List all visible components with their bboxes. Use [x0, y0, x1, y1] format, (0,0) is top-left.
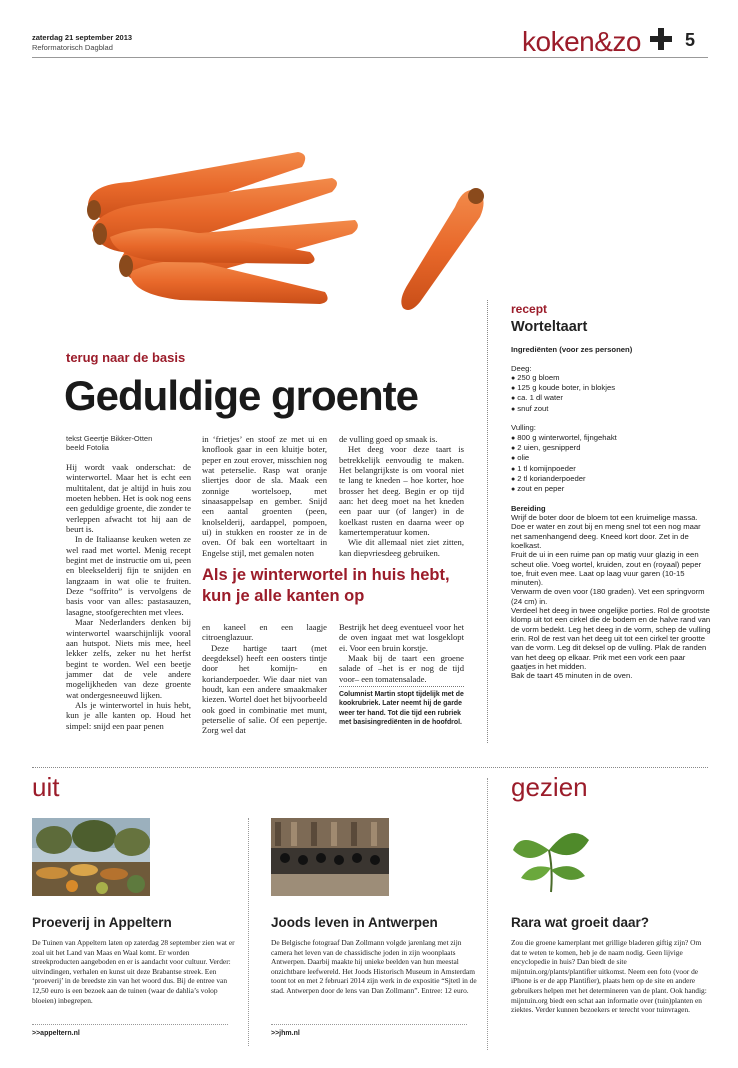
ingredient-item: ● 800 g winterwortel, fijngehakt	[511, 433, 711, 443]
paragraph: Hij wordt vaak onderschat: de winterwortel. Maar het is echt een multitalent, dat je altijd in huis zou moeten hebben. Het is ook nog eens een geduldige groente, die zonder te verleppen afwacht tot hij aan de beurt is.	[66, 462, 191, 535]
sidebar-divider	[487, 300, 488, 743]
header-rule	[32, 57, 708, 58]
item-divider	[32, 1024, 228, 1025]
method-step: Verwarm de oven voor (180 graden). Vet een springvorm (24 cm) in.	[511, 587, 705, 606]
ingredient-item: ● 1 tl komijnpoeder	[511, 464, 711, 474]
section-title: koken&zo	[522, 26, 641, 57]
paragraph: Bestrijk het deeg eventueel voor het de oven ingaat met wat losgeklopt ei. Voor een bruin korstje.	[339, 622, 464, 653]
paragraph: Als je winterwortel in huis hebt, kun je alle kanten op. Houd het simpel: snijd een paar penen	[66, 699, 191, 731]
header-date: zaterdag 21 september 2013	[32, 33, 133, 42]
section-divider	[32, 767, 708, 768]
plant-title: Rara wat groeit daar?	[511, 915, 650, 930]
paragraph: Wie dit allemaal niet ziet zitten, kan diepvriesdeeg gebruiken.	[339, 537, 464, 558]
ingredient-item: ● ca. 1 dl water	[511, 393, 711, 403]
plant-photo	[511, 820, 591, 896]
paragraph: de vulling goed op smaak is.	[339, 434, 438, 444]
article-kicker: terug naar de basis	[66, 350, 186, 365]
uit-section-label: uit	[32, 772, 60, 802]
paragraph: Maak bij de taart een groene salade of –het is er nog de tijd voor– een tomatensalade.	[339, 653, 464, 684]
paragraph: Maar Nederlanders denken bij winterwortel waarschijnlijk vooral aan hutspot. Niets mis mee, heel lekker zelfs, zeker nu het herfst begint te worden. Wel een beetje jammer dat de vele andere mogelijkheden van deze groente wat ondergesneeuwd lijken.	[66, 617, 191, 700]
carrot-bunch	[87, 152, 358, 304]
columnist-note: Columnist Martin stopt tijdelijk met de kookrubriek. Later neemt hij de garde weer ter hand. Tot die tijd een rubriek met basisingrediënten in de hoofdrol.	[339, 691, 464, 727]
recipe-title: Worteltaart	[511, 319, 588, 335]
method-step: Fruit de ui in een ruime pan op matig vuur glazig in een scheut olie. Voeg wortel, kruiden, zout en (royaal) peper toe, fruit even mee. Laat op laag vuur garen (10-15 minuten).	[511, 550, 702, 588]
filling-label: Vulling:	[511, 423, 536, 433]
method-step: Bak de taart 45 minuten in de oven.	[511, 671, 633, 681]
article-column-2-top	[202, 434, 327, 558]
article-column-3-bottom	[339, 622, 464, 684]
appeltern-link[interactable]: >>appeltern.nl	[32, 1030, 80, 1037]
appeltern-photo	[32, 818, 150, 896]
paragraph: en kaneel en een laagje citroenglazuur.	[202, 622, 327, 643]
plus-icon	[650, 28, 672, 50]
paragraph: Het deeg voor deze taart is betrekkelijk eenvoudig te maken. Het belangrijkste is om vooral niet te lang te kneden – hoe korter, hoe brosser het deeg. Begin er op tijd aan: het deeg moet na het kneden een paar uur (of langer) in de koelkast rusten en daarna weer op kamertemperatuur komen.	[339, 444, 464, 538]
method-heading: Bereiding	[511, 503, 546, 513]
ingredient-item: ● 2 uien, gesnipperd	[511, 443, 711, 453]
ingredient-item: ● 2 tl korianderpoeder	[511, 474, 711, 484]
header-paper-name: Reformatorisch Dagblad	[32, 43, 113, 52]
page-number: 5	[685, 30, 696, 50]
column-divider	[248, 818, 249, 1046]
method-step: Verdeel het deeg in twee ongelijke porties. Rol de grootste klomp uit tot een cirkel die de bodem en de halve rand van de vorm bedekt. Leg het deeg in de vorm, schep de vulling erin. Rol de rest van het deeg uit tot een cirkel ter grootte van de vorm. Leg dit deksel op de vulling. Plak de randen van het deeg op elkaar. Prik met een vork een paar gaatjes in het midden.	[511, 606, 711, 671]
jhm-link[interactable]: >>jhm.nl	[271, 1030, 300, 1037]
column-divider	[487, 778, 488, 1050]
article-column-1	[66, 462, 191, 731]
recipe-kicker: recept	[511, 302, 548, 316]
appeltern-title: Proeverij in Appeltern	[32, 915, 172, 930]
pull-quote: Als je winterwortel in huis hebt, kun je alle kanten op	[202, 566, 450, 605]
antwerpen-title: Joods leven in Antwerpen	[271, 915, 438, 930]
article-column-3-top	[339, 434, 464, 558]
gezien-section-label: gezien	[511, 772, 588, 802]
article-column-2-bottom	[202, 622, 327, 736]
single-carrot	[401, 188, 484, 310]
plant-body: Zou die groene kamerplant met grillige bladeren giftig zijn? Om dat te weten te komen, heb je de naam nodig. Geen lijvige encyclopedie in huis? Dan biedt de site mijntuin.org/plants/plantifier uitkomst. Neem een foto (voor de iPhone is er de app Plantifier), plaats hem op de site en andere gebruikers helpen met het determineren van de plant. Ook handig: mijntuin.org biedt een schat aan informatie over (tuin)planten en ziektes. Verder kunnen bezoekers er terecht voor tuinvragen.	[511, 938, 707, 1015]
paragraph: In de Italiaanse keuken weten ze wel raad met wortel. Menig recept begint met de instructie om ui, peen en bleekselderij fijn te snijden en langzaam in wat olie te fruiten. Deze “soffrito” is vervolgens de basis voor van alles: pastasauzen, lasagne, stoofgerechten met vlees.	[66, 534, 191, 617]
ingredient-item: ● snuf zout	[511, 404, 711, 414]
method-step: Wrijf de boter door de bloem tot een kruimelige massa. Doe er water en zout bij en meng snel tot een nog maar net samenhangend deeg. Kneed kort door. Zet in de koelkast.	[511, 513, 701, 550]
item-divider	[271, 1024, 467, 1025]
ingredient-item: ● 125 g koude boter, in blokjes	[511, 383, 711, 393]
appeltern-body: De Tuinen van Appeltern laten op zaterdag 28 september zien wat er zoal uit het Land van Maas en Waal komt. Er worden streekproducten aangeboden en er is aandacht voor cultuur. Verder: uitvindingen, verhalen en kunst uit deze Brabantse streek. Een ‘proeverij’ in de breedste zin van het woord dus. Bij de entree van 12,50 euro is een bezoek aan de tuinen (waar de dahlia’s volop bloeien) inbegrepen.	[32, 938, 235, 1005]
antwerpen-photo	[271, 818, 389, 896]
photo-credit: beeld Fotolia	[66, 443, 109, 452]
paragraph: Deze hartige taart (met deegdeksel) heeft een oosters tintje door het komijn- en korianderpoeder. Wie daar niet van houdt, kan een andere smaakmaker kiezen. Wortel doet het bijvoorbeeld ook goed in combinatie met munt, peterselie of salie. Of een pepertje. Zorg wel dat	[202, 642, 327, 736]
ingredient-item: ● olie	[511, 453, 711, 463]
ingredient-item: ● zout en peper	[511, 484, 711, 494]
ingredient-item: ● 250 g bloem	[511, 373, 711, 383]
author-credit: tekst Geertje Bikker-Otten	[66, 434, 153, 443]
recipe-body	[511, 345, 711, 680]
carrot-photo	[70, 112, 500, 327]
dough-label: Deeg:	[511, 363, 532, 373]
paragraph: in ‘frietjes’ en stoof ze met ui en knoflook gaar in een kluitje boter, peper en zout erover, misschien nog wat peterselie. Rasp wat oranje sliertjes door de sla. Maak een zonnige wortelsoep, met sinaasappelsap en gember. Snijd een aantal groenten (peen, knolselderij, aardappel, pompoen, ui) in stukken en rooster ze in de oven. Of bak een worteltaart in Engelse stijl, met gemalen noten	[202, 434, 327, 558]
bio-divider	[339, 686, 464, 687]
antwerpen-body: De Belgische fotograaf Dan Zollmann volgde jarenlang met zijn camera het leven van de chassidische joden in zijn woonplaats Antwerpen. Daarbij maakte hij unieke beelden van hun meestal onzichtbare leefwereld. Het Joods Historisch Museum in Amsterdam toont tot en met 2 februari 2014 zijn werk in de expositie “Sjtetl in de stad. Antwerpen door de lens van Dan Zollmann”. Entree: 12 euro.	[271, 938, 477, 995]
article-headline: Geduldige groente	[64, 372, 419, 419]
ingredients-heading: Ingrediënten (voor zes personen)	[511, 345, 633, 354]
